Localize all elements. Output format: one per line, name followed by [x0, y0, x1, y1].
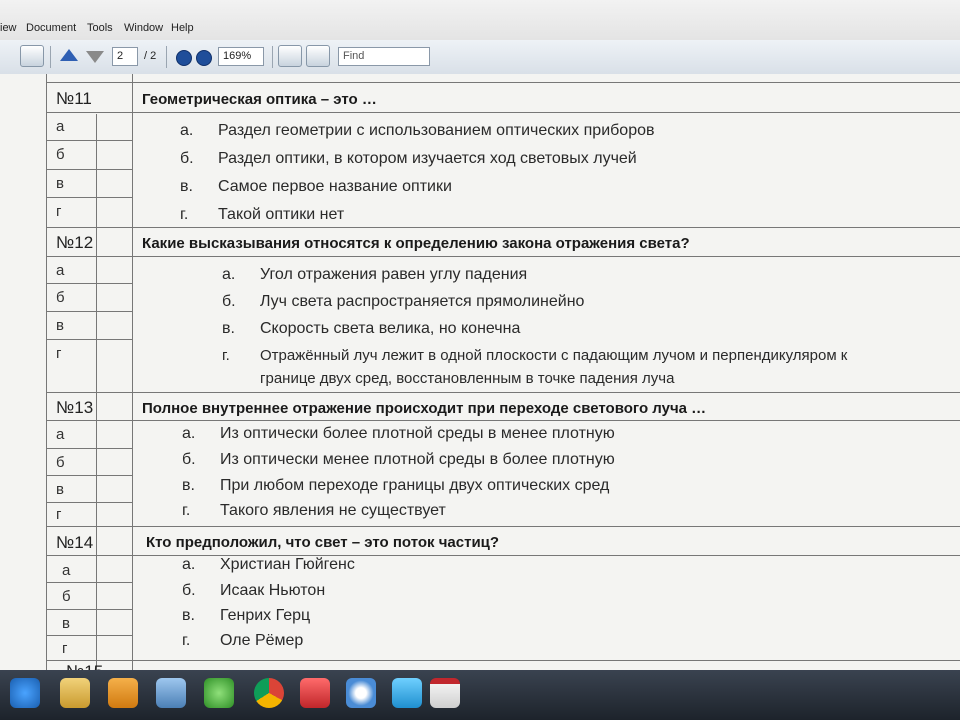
previous-page-icon[interactable]	[60, 49, 78, 61]
toolbar-separator	[166, 46, 167, 68]
document-page	[0, 74, 960, 670]
hand-tool-icon[interactable]	[20, 45, 44, 67]
answer-letter: а	[62, 562, 71, 579]
option-text: Луч света распространяется прямолинейно	[260, 293, 585, 310]
answer-letter: в	[56, 175, 64, 192]
option-text: Генрих Герц	[220, 607, 311, 624]
answer-option	[182, 607, 310, 625]
table-row-border	[46, 609, 132, 610]
table-row-border	[46, 502, 132, 503]
answer-letter: б	[62, 588, 71, 605]
menu-window[interactable]: Window	[124, 22, 164, 34]
option-marker: г.	[182, 502, 191, 519]
answer-letter: б	[56, 454, 65, 471]
table-row-border	[46, 283, 132, 284]
table-row-border	[46, 311, 132, 312]
answer-letter: б	[56, 146, 65, 163]
option-marker: в.	[182, 607, 195, 624]
question-text: Кто предположил, что свет – это поток частиц?	[146, 534, 500, 551]
option-text: Исаак Ньютон	[220, 582, 326, 599]
answer-option	[180, 122, 654, 140]
disc-icon[interactable]	[346, 678, 376, 708]
answer-letter: г	[62, 640, 68, 657]
folder-icon[interactable]	[60, 678, 90, 708]
option-text: Оле Рёмер	[220, 632, 304, 649]
answer-option	[222, 347, 847, 364]
answer-option	[180, 206, 344, 224]
table-row-border	[46, 82, 960, 83]
pdf-icon[interactable]	[430, 678, 460, 708]
table-column-divider	[132, 74, 133, 670]
toolbar-separator	[272, 46, 273, 68]
network-icon[interactable]	[156, 678, 186, 708]
option-marker: г.	[222, 347, 230, 364]
answer-option	[182, 451, 615, 469]
option-text: При любом переходе границы двух оптических сред	[220, 477, 610, 494]
question-text: Какие высказывания относятся к определению закона отражения света?	[142, 235, 690, 252]
table-row-border	[46, 339, 132, 340]
zoom-in-icon[interactable]	[196, 50, 212, 66]
option-text: Из оптически более плотной среды в менее плотную	[220, 425, 615, 442]
table-row-border	[46, 526, 960, 527]
answer-option	[182, 632, 303, 650]
menu-help[interactable]: Help	[171, 22, 194, 34]
table-row-border	[46, 660, 960, 661]
answer-letter: г	[56, 506, 62, 523]
table-row-border	[46, 475, 132, 476]
ie-icon[interactable]	[10, 678, 40, 708]
toolbar-separator	[50, 46, 51, 68]
question-text: Геометрическая оптика – это …	[142, 91, 377, 108]
question-number: №12	[56, 233, 94, 252]
option-marker: в.	[180, 178, 193, 195]
answer-letter: а	[56, 118, 65, 135]
full-screen-icon[interactable]	[306, 45, 330, 67]
option-text: Раздел геометрии с использованием оптических приборов	[218, 122, 655, 139]
option-text: Такого явления не существует	[220, 502, 446, 519]
option-marker: б.	[180, 150, 194, 167]
table-row-border	[46, 112, 960, 113]
answer-option	[182, 502, 446, 520]
table-row-border	[46, 140, 132, 141]
question-text: Полное внутреннее отражение происходит при переходе светового луча …	[142, 400, 707, 417]
answer-letter: г	[56, 203, 62, 220]
table-row-border	[46, 392, 960, 393]
option-marker: а.	[222, 266, 236, 283]
option-text: Скорость света велика, но конечна	[260, 320, 521, 337]
table-row-border	[46, 197, 132, 198]
download-icon[interactable]	[300, 678, 330, 708]
answer-letter: в	[56, 317, 64, 334]
answer-letter: г	[56, 345, 62, 362]
chrome-icon[interactable]	[254, 678, 284, 708]
find-input[interactable]: Find	[338, 47, 430, 66]
answer-option	[222, 320, 520, 338]
answer-option	[222, 293, 584, 311]
answer-letter: а	[56, 262, 65, 279]
toolbar	[0, 40, 960, 75]
menu-bar	[0, 0, 960, 41]
answer-option	[182, 425, 615, 443]
zoom-level-select[interactable]: 169%	[218, 47, 264, 66]
option-marker: б.	[182, 582, 196, 599]
option-marker: в.	[182, 477, 195, 494]
option-marker: г.	[180, 206, 189, 223]
answer-option	[222, 266, 527, 284]
option-marker: а.	[182, 556, 196, 573]
table-row-border	[46, 256, 960, 257]
option-text: Из оптически менее плотной среды в более плотную	[220, 451, 615, 468]
answer-letter: в	[62, 615, 70, 632]
question-number: №14	[56, 533, 94, 552]
page-number-input[interactable]: 2	[112, 47, 138, 66]
taskbar	[0, 670, 960, 720]
answer-option	[182, 582, 325, 600]
option-marker: в.	[222, 320, 235, 337]
question-number: №13	[56, 398, 94, 417]
fit-page-icon[interactable]	[278, 45, 302, 67]
option-marker: б.	[182, 451, 196, 468]
answer-letter: в	[56, 481, 64, 498]
table-row-border	[46, 582, 132, 583]
answer-option-continuation: границе двух сред, восстановленным в точке падения луча	[260, 370, 675, 387]
media-player-icon[interactable]	[108, 678, 138, 708]
option-marker: г.	[182, 632, 191, 649]
mail-icon[interactable]	[204, 678, 234, 708]
answer-option	[182, 477, 609, 495]
table-row-border	[46, 420, 960, 421]
option-text: Самое первое название оптики	[218, 178, 452, 195]
table-row-border	[46, 635, 132, 636]
option-text: Угол отражения равен углу падения	[260, 266, 528, 283]
table-row-border	[46, 448, 132, 449]
table-row-border	[46, 227, 960, 228]
option-text: Отражённый луч лежит в одной плоскости с падающим лучом и перпендикуляром к	[260, 347, 848, 364]
table-border-left	[46, 74, 47, 670]
menu-tools[interactable]: Tools	[87, 22, 113, 34]
menu-document[interactable]: Document	[26, 22, 77, 34]
option-text: Раздел оптики, в котором изучается ход световых лучей	[218, 150, 637, 167]
answer-letter: а	[56, 426, 65, 443]
app-p-icon[interactable]	[392, 678, 422, 708]
question-number: №11	[56, 89, 92, 108]
option-marker: б.	[222, 293, 236, 310]
answer-option	[182, 556, 355, 574]
option-marker: а.	[180, 122, 194, 139]
answer-option	[180, 150, 637, 168]
page-total-label: / 2	[144, 50, 157, 62]
answer-option	[180, 178, 452, 196]
option-text: Такой оптики нет	[218, 206, 345, 223]
menu-view[interactable]: iew	[0, 22, 17, 34]
answer-letter: б	[56, 289, 65, 306]
table-row-border	[46, 169, 132, 170]
next-page-icon[interactable]	[86, 51, 104, 63]
option-text: Христиан Гюйгенс	[220, 556, 355, 573]
zoom-out-icon[interactable]	[176, 50, 192, 66]
option-marker: а.	[182, 425, 196, 442]
